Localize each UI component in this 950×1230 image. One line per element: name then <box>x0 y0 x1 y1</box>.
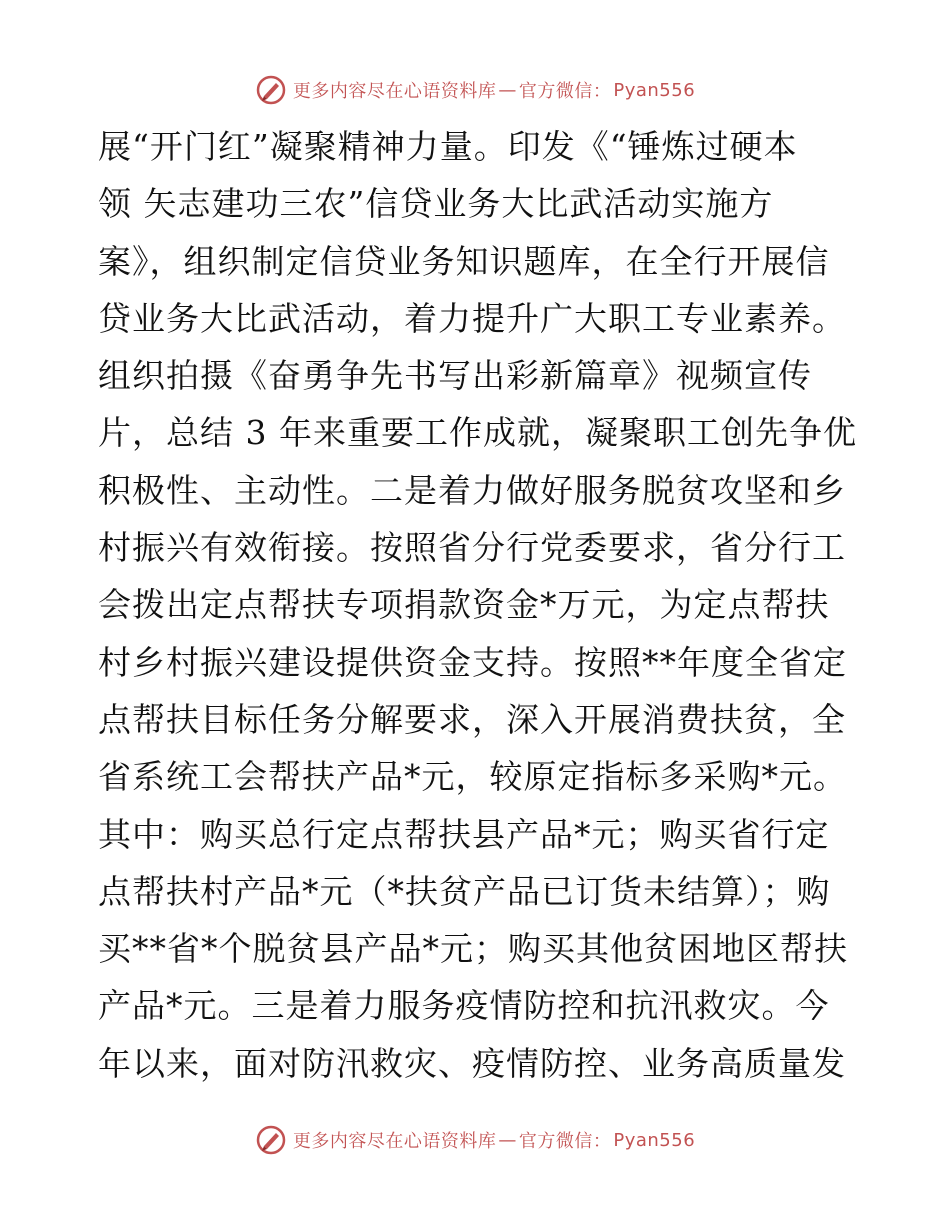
text-line: 片，总结 3 年来重要工作成就，凝聚职工创先争优 <box>98 413 857 453</box>
text-line: 点帮扶目标任务分解要求，深入开展消费扶贫，全 <box>98 699 846 739</box>
text-line: 省系统工会帮扶产品*元，较原定指标多采购*元。 <box>98 757 847 797</box>
watermark-wechat-label: 官方微信： <box>518 81 612 102</box>
text-line: 买**省*个脱贫县产品*元；购买其他贫困地区帮扶 <box>98 929 848 969</box>
text-line: 点帮扶村产品*元（*扶贫产品已订货未结算）；购 <box>98 871 831 911</box>
watermark-dash: — <box>498 1129 517 1151</box>
text-line: 领 矢志建功三农”信贷业务大比武活动实施方 <box>98 184 774 224</box>
text-line: 积极性、主动性。二是着力做好服务脱贫攻坚和乡 <box>98 470 846 510</box>
text-line: 其中：购买总行定点帮扶县产品*元；购买省行定 <box>98 814 830 854</box>
watermark-dash: — <box>498 79 517 101</box>
watermark-site-text: 更多内容尽在心语资料库 <box>292 81 497 102</box>
text-line: 会拨出定点帮扶专项捐款资金*万元，为定点帮扶 <box>98 585 830 625</box>
red-seal-pen-icon <box>255 1124 287 1156</box>
text-line: 产品*元。三是着力服务疫情防控和抗汛救灾。今 <box>98 986 830 1026</box>
text-line: 村振兴有效衔接。按照省分行党委要求，省分行工 <box>98 528 846 568</box>
text-line: 展“开门红”凝聚精神力量。印发《“锤炼过硬本 <box>98 127 798 166</box>
red-seal-pen-icon <box>255 74 287 106</box>
watermark-wechat-label: 官方微信： <box>518 1131 612 1152</box>
footer-watermark <box>0 1118 950 1162</box>
text-line: 年以来，面对防汛救灾、疫情防控、业务高质量发 <box>98 1043 846 1083</box>
text-line: 组织拍摄《奋勇争先书写出彩新篇章》视频宣传 <box>98 356 812 396</box>
watermark-wechat-id: Pyan556 <box>613 1129 696 1151</box>
text-line: 贷业务大比武活动，着力提升广大职工专业素养。 <box>98 298 846 338</box>
document-body <box>98 118 858 1092</box>
watermark-site-text: 更多内容尽在心语资料库 <box>292 1131 497 1152</box>
text-line: 村乡村振兴建设提供资金支持。按照**年度全省定 <box>98 642 847 682</box>
header-watermark <box>0 68 950 112</box>
watermark-wechat-id: Pyan556 <box>613 79 696 101</box>
text-line: 案》，组织制定信贷业务知识题库，在全行开展信 <box>98 241 830 281</box>
